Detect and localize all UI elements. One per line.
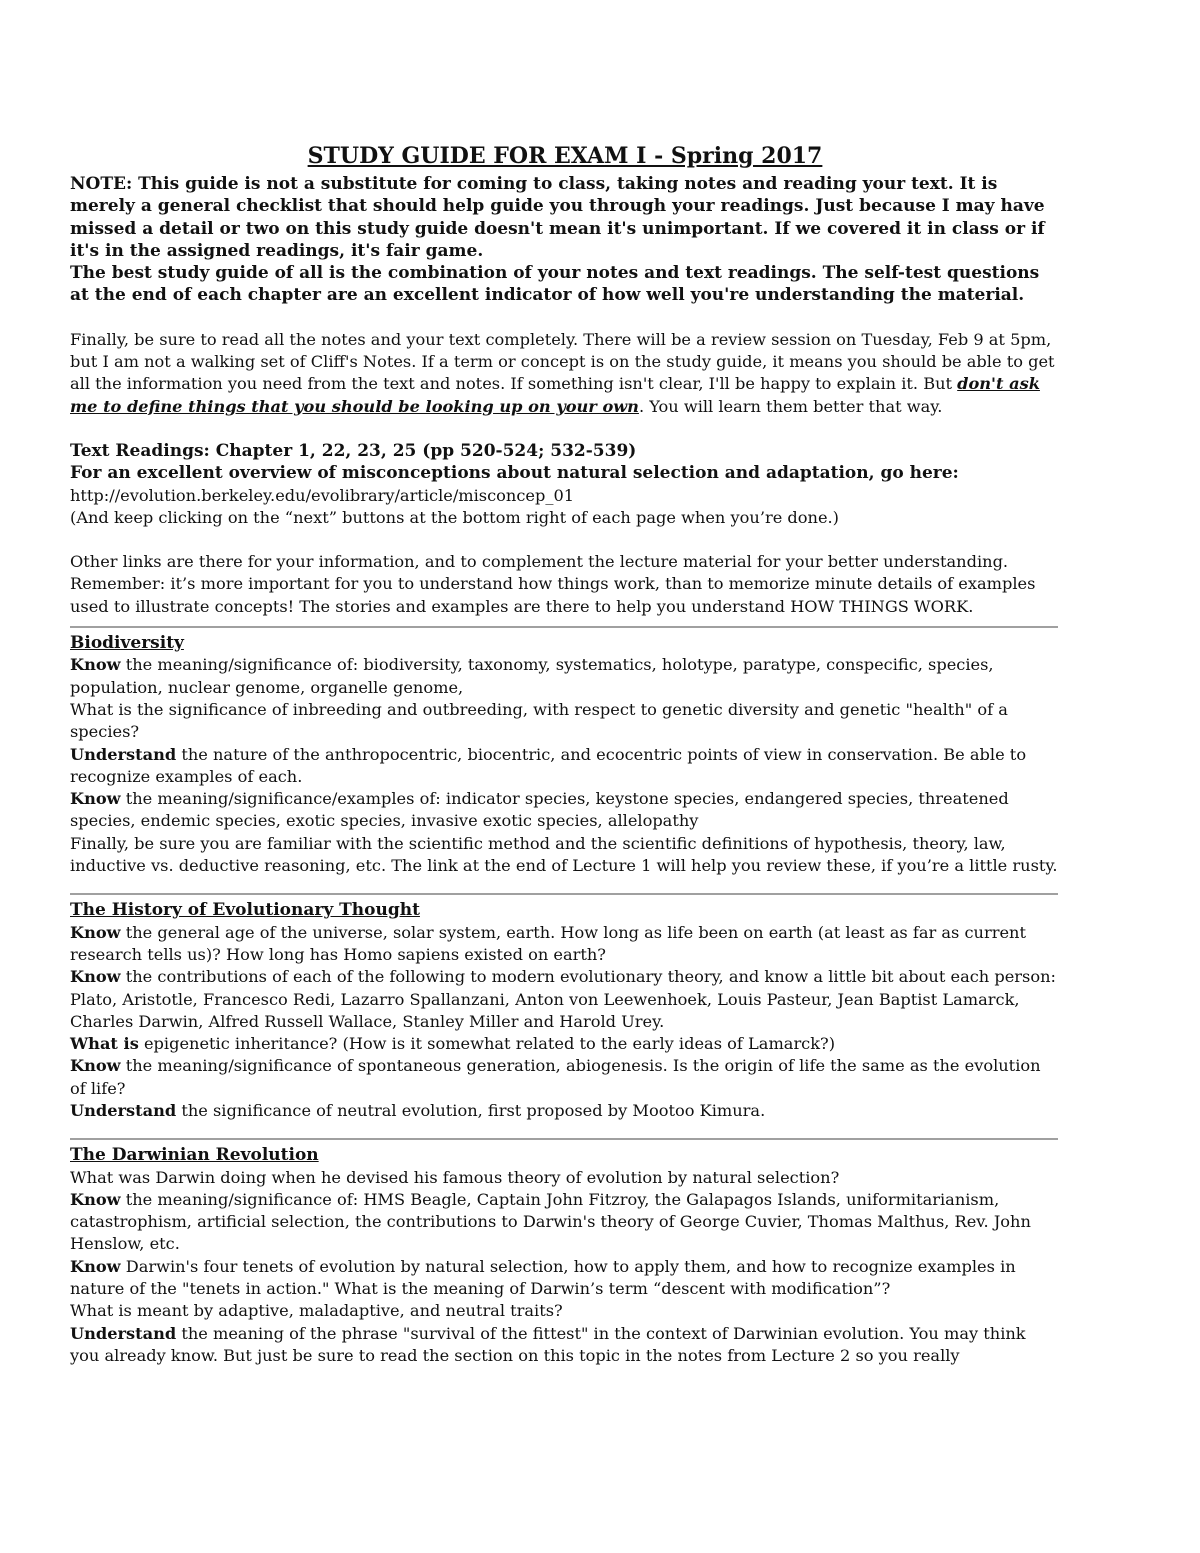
item-lead: Know	[70, 655, 121, 675]
item-text: the meaning/significance of: HMS Beagle, Captain John Fitzroy, the Galapagos Islands, uniformitarianism, catastrophism, artificial selection, the contributions to Darwin's theory of George Cuvier, Thomas Malthus, Rev. John Henslow, etc.	[70, 1189, 1031, 1254]
section-items	[70, 654, 1060, 877]
other-links-paragraph: Other links are there for your information, and to complement the lecture material for your better understanding. Remember: it’s more important for you to understand how things work, than to memorize minute details of examples used to illustrate concepts! The stories and examples are there to help you understand HOW THINGS WORK.	[70, 552, 1036, 616]
item-lead: Understand	[70, 744, 177, 764]
item-text: the contributions of each of the following to modern evolutionary theory, and know a little bit about each person: Plato, Aristotle, Francesco Redi, Lazarro Spallanzani, Anton von Leewenhoek, Louis Pasteur, Jean Baptist Lamarck, Charles Darwin, Alfred Russell Wallace, Stanley Miller and Harold Urey.	[70, 967, 1056, 1031]
section-heading-history: The History of Evolutionary Thought	[70, 900, 420, 921]
item-text: Finally, be sure you are familiar with the scientific method and the scientific definitions of hypothesis, theory, law, inductive vs. deductive reasoning, etc. The link at the end of Lecture 1 will help you review these, if you’re a little rusty.	[70, 833, 1058, 876]
section-heading-biodiversity: Biodiversity	[70, 633, 184, 654]
item-text: the meaning/significance of: biodiversity, taxonomy, systematics, holotype, paratype, conspecific, species, population, nuclear genome, organelle genome,	[70, 655, 994, 697]
list-item	[70, 1167, 1060, 1189]
item-lead: What is	[70, 1034, 139, 1054]
section-darwinian	[70, 1144, 1060, 1367]
list-item	[70, 1189, 1060, 1256]
list-item	[70, 833, 1060, 878]
list-item	[70, 966, 1060, 1033]
section-history	[70, 899, 1060, 1122]
section-items	[70, 1167, 1060, 1368]
finally-text-after: . You will learn them better that way.	[638, 396, 943, 416]
item-lead: Know	[70, 1189, 121, 1209]
list-item	[70, 654, 1060, 699]
list-item	[70, 744, 1060, 789]
item-text: the nature of the anthropocentric, biocentric, and ecocentric points of view in conservation. Be able to recognize examples of each.	[70, 744, 1027, 786]
section-biodiversity	[70, 632, 1060, 877]
list-item	[70, 1055, 1060, 1100]
section-items	[70, 922, 1060, 1123]
list-item	[70, 1256, 1060, 1301]
best-study-guide-paragraph: The best study guide of all is the combination of your notes and text readings. The self-test questions at the end of each chapter are an excellent indicator of how well you're understanding the material.	[70, 263, 1040, 306]
list-item	[70, 699, 1060, 744]
item-text: the meaning/significance of spontaneous generation, abiogenesis. Is the origin of life the same as the evolution of life?	[70, 1056, 1041, 1098]
page-title: STUDY GUIDE FOR EXAM I - Spring 2017	[307, 143, 823, 169]
item-text: What is the significance of inbreeding and outbreeding, with respect to genetic diversity and genetic "health" of a species?	[70, 699, 1008, 742]
section-divider	[70, 626, 1058, 628]
item-text: epigenetic inheritance? (How is it somewhat related to the early ideas of Lamarck?)	[138, 1034, 836, 1054]
list-item	[70, 922, 1060, 967]
finally-emphasis: don't ask me to define things that you should be looking up on your own	[70, 374, 1040, 416]
item-lead: Know	[70, 967, 121, 987]
list-item	[70, 1323, 1060, 1368]
finally-paragraph	[70, 329, 1060, 418]
item-text: What was Darwin doing when he devised his famous theory of evolution by natural selection?	[70, 1167, 840, 1187]
finally-text-before: Finally, be sure to read all the notes and your text completely. There will be a review session on Tuesday, Feb 9 at 5pm, but I am not a walking set of Cliff's Notes. If a term or concept is on the study guide, it means you should be able to get all the information you need from the text and notes. If something isn't clear, I'll be happy to explain it. But	[70, 329, 1055, 394]
item-text: Darwin's four tenets of evolution by natural selection, how to apply them, and how to recognize examples in nature of the "tenets in action." What is the meaning of Darwin’s term “descent with modification”?	[70, 1256, 1016, 1299]
overview-line: For an excellent overview of misconceptions about natural selection and adaptation, go here:	[70, 463, 959, 484]
list-item	[70, 788, 1060, 833]
section-divider	[70, 893, 1058, 895]
section-divider	[70, 1138, 1058, 1140]
misconceptions-link[interactable]: http://evolution.berkeley.edu/evolibrary/article/misconcep_01	[70, 485, 575, 505]
item-lead: Know	[70, 922, 121, 942]
note-paragraph: NOTE: This guide is not a substitute for coming to class, taking notes and reading your text. It is merely a general checklist that should help guide you through your readings. Just because I may have missed a detail or two on this study guide doesn't mean it's unimportant. If we covered it in class or if it's in the assigned readings, it's fair game.	[70, 174, 1045, 261]
item-text: the general age of the universe, solar system, earth. How long as life been on earth (at least as far as current research tells us)? How long has Homo sapiens existed on earth?	[70, 922, 1026, 964]
item-text: the meaning of the phrase "survival of the fittest" in the context of Darwinian evolution. You may think you already know. But just be sure to read the section on this topic in the notes from Lecture 2 so you really	[70, 1323, 1026, 1365]
item-lead: Know	[70, 1256, 121, 1276]
item-text: What is meant by adaptive, maladaptive, and neutral traits?	[70, 1301, 563, 1321]
readings-block	[70, 440, 1060, 529]
section-heading-darwinian: The Darwinian Revolution	[70, 1145, 319, 1166]
item-text: the meaning/significance/examples of: indicator species, keystone species, endangered species, threatened species, endemic species, exotic species, invasive exotic species, allelopathy	[70, 789, 1009, 831]
clicking-note: (And keep clicking on the “next” buttons at the bottom right of each page when you’re done.)	[70, 507, 840, 527]
item-lead: Know	[70, 1056, 121, 1076]
text-readings: Text Readings: Chapter 1, 22, 23, 25 (pp 520-524; 532-539)	[70, 440, 637, 461]
list-item	[70, 1100, 1060, 1122]
list-item	[70, 1300, 1060, 1322]
item-text: the significance of neutral evolution, first proposed by Mootoo Kimura.	[176, 1100, 766, 1120]
item-lead: Know	[70, 789, 121, 809]
item-lead: Understand	[70, 1100, 177, 1120]
list-item	[70, 1033, 1060, 1055]
item-lead: Understand	[70, 1323, 177, 1343]
